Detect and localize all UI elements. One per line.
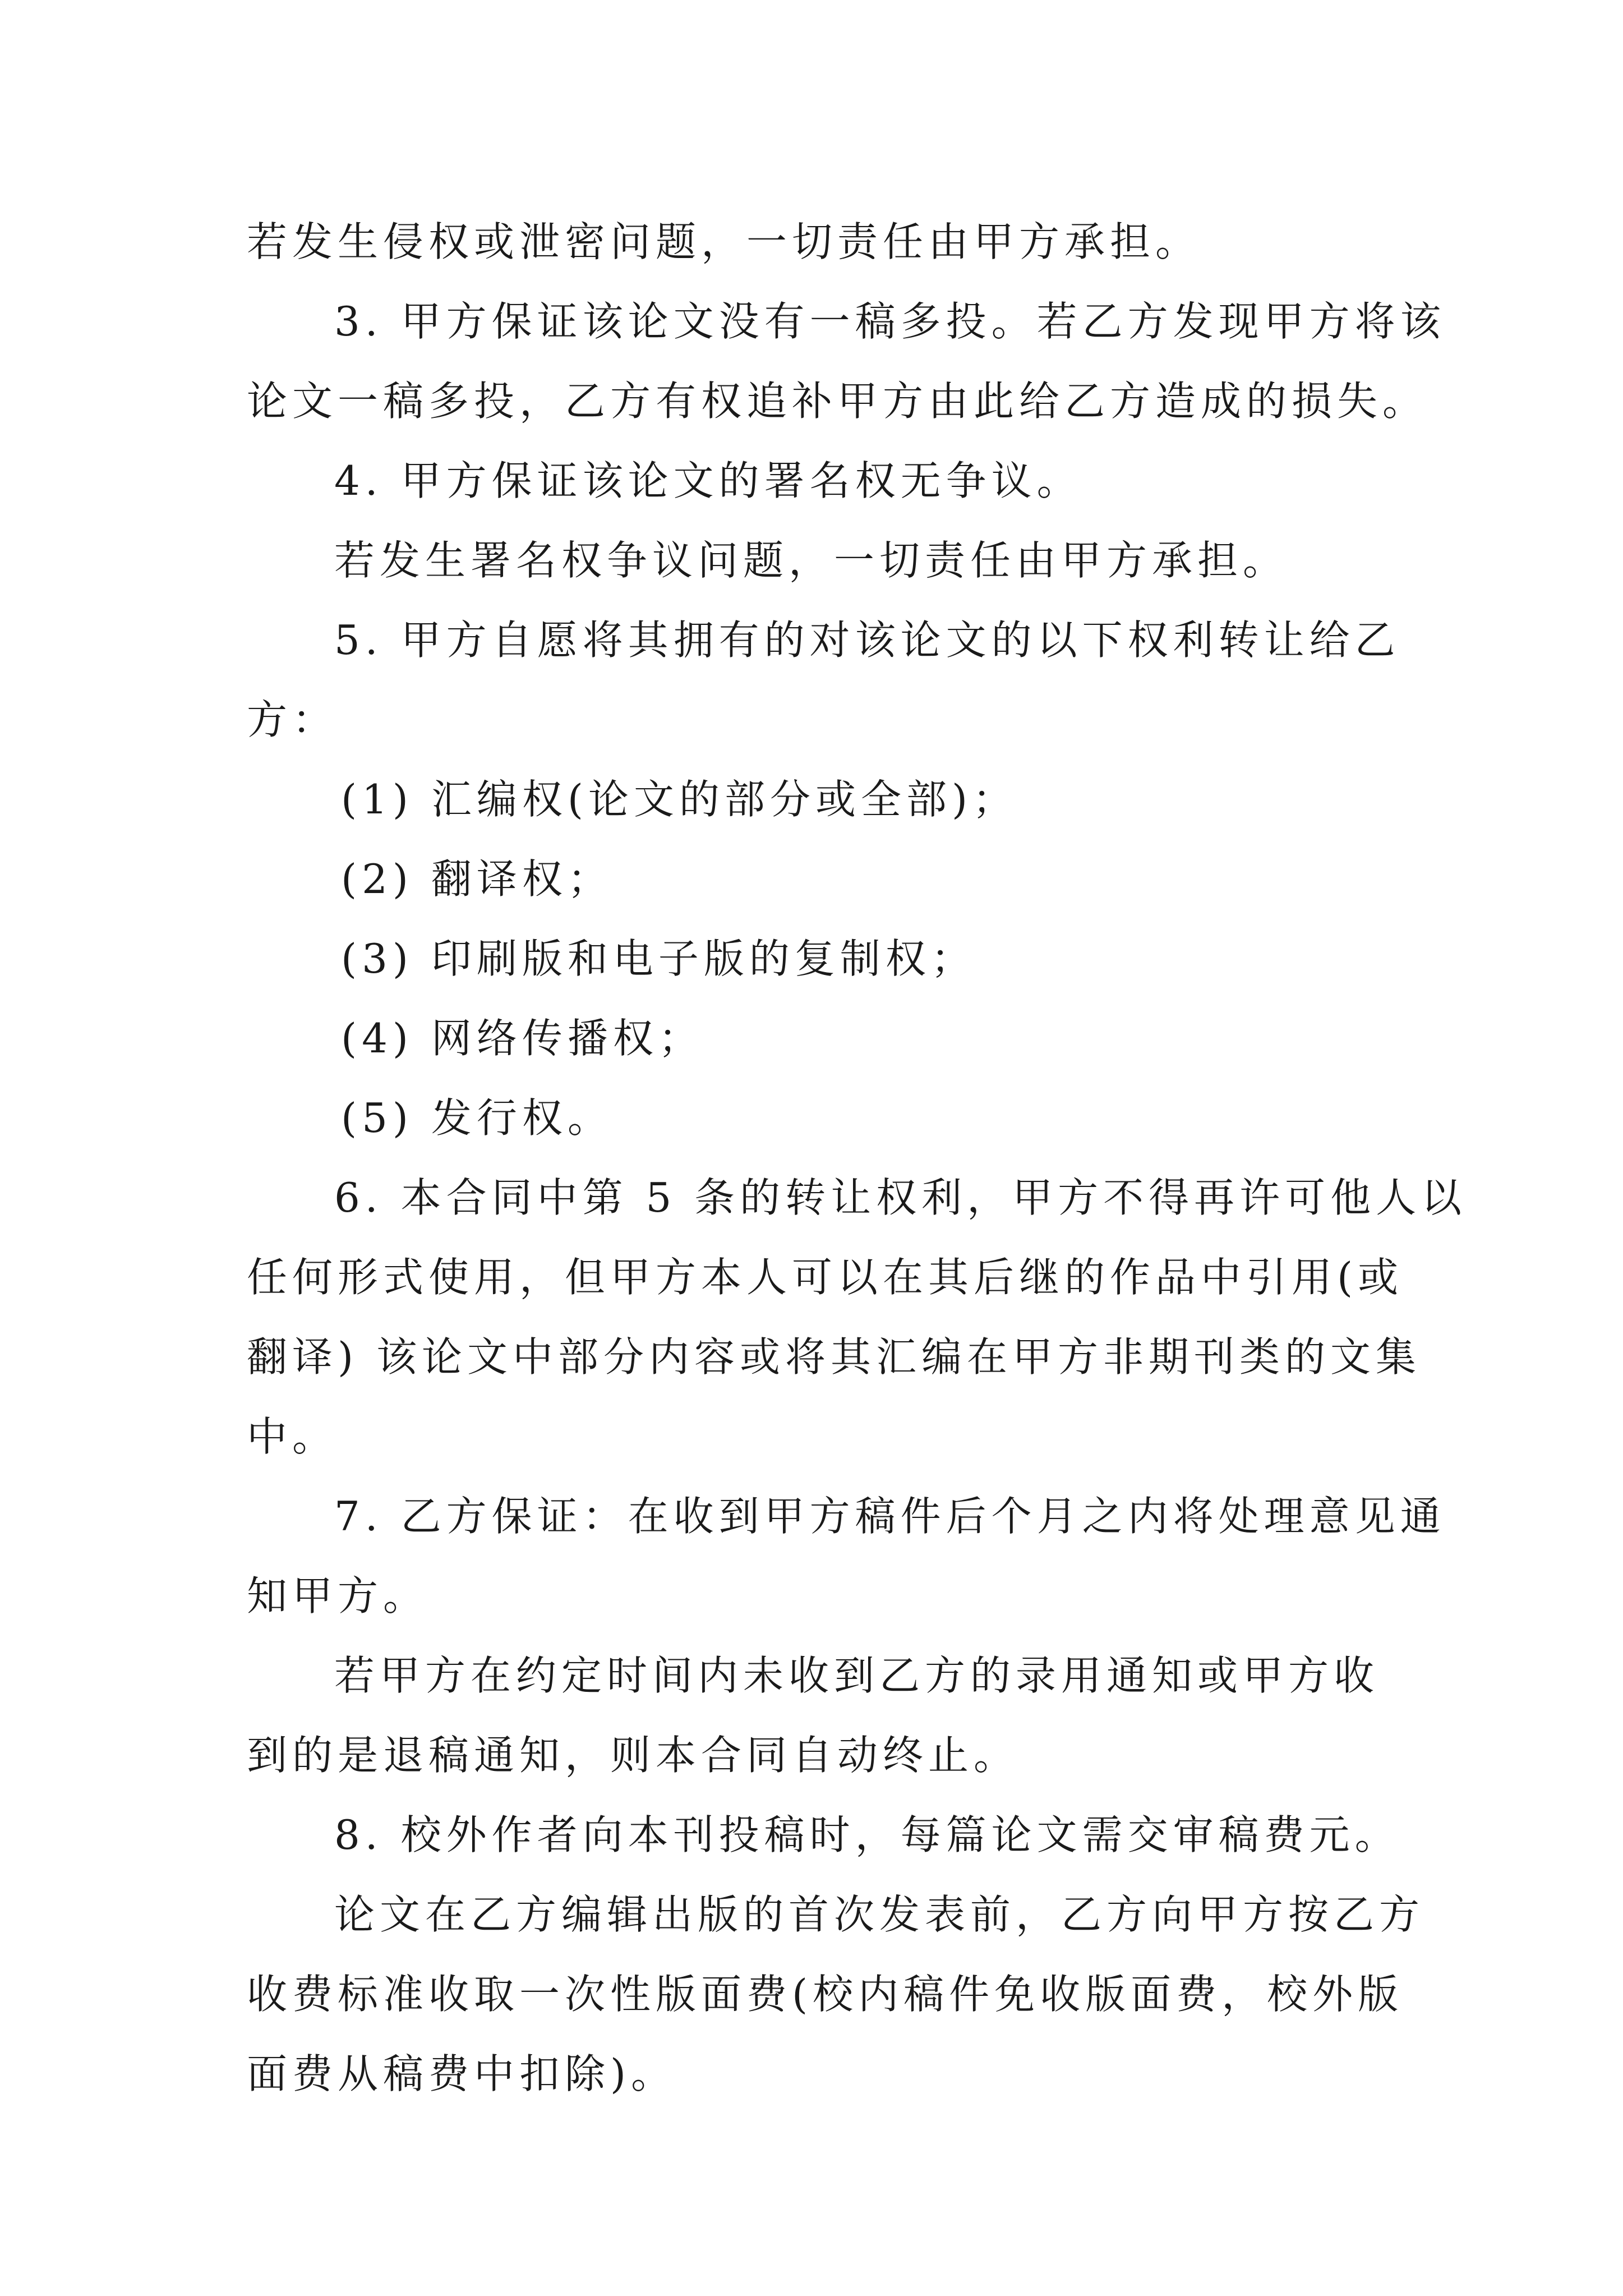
text-line: 方： <box>247 696 338 743</box>
list-item: (3) 印刷版和电子版的复制权； <box>341 935 976 982</box>
clause-3-line: 3. 甲方保证该论文没有一稿多投。若乙方发现甲方将该 <box>334 298 1446 345</box>
clause-4-line: 4. 甲方保证该论文的署名权无争议。 <box>334 457 1082 504</box>
text-line: 若甲方在约定时间内未收到乙方的录用通知或甲方收 <box>334 1652 1380 1699</box>
clause-5-line: 5. 甲方自愿将其拥有的对该论文的以下权利转让给乙 <box>334 616 1400 664</box>
list-item: (4) 网络传播权； <box>341 1015 704 1062</box>
text-line: 翻译) 该论文中部分内容或将其汇编在甲方非期刊类的文集 <box>247 1333 1421 1381</box>
list-item: (5) 发行权。 <box>341 1094 613 1142</box>
text-line: 任何形式使用，但甲方本人可以在其后继的作品中引用(或 <box>247 1254 1404 1301</box>
text-line: 面费从稿费中扣除)。 <box>247 2050 677 2097</box>
list-item: (1) 汇编权(论文的部分或全部)； <box>341 776 1018 823</box>
text-line: 若发生署名权争议问题，一切责任由甲方承担。 <box>334 537 1289 584</box>
clause-6-line: 6. 本合同中第 5 条的转让权利，甲方不得再许可他人以 <box>334 1174 1467 1221</box>
text-line: 论文一稿多投，乙方有权追补甲方由此给乙方造成的损失。 <box>247 378 1428 425</box>
clause-8-line: 8. 校外作者向本刊投稿时，每篇论文需交审稿费元。 <box>334 1811 1400 1858</box>
text-line: 知甲方。 <box>247 1572 429 1619</box>
text-line: 若发生侵权或泄密问题，一切责任由甲方承担。 <box>247 218 1201 265</box>
clause-7-line: 7. 乙方保证：在收到甲方稿件后个月之内将处理意见通 <box>334 1493 1446 1540</box>
text-line: 论文在乙方编辑出版的首次发表前，乙方向甲方按乙方 <box>334 1891 1425 1938</box>
list-item: (2) 翻译权； <box>341 855 613 903</box>
text-line: 中。 <box>247 1413 338 1460</box>
contract-text <box>247 202 1467 2114</box>
text-line: 到的是退稿通知，则本合同自动终止。 <box>247 1732 1020 1779</box>
text-line: 收费标准收取一次性版面费(校内稿件免收版面费，校外版 <box>247 1971 1404 2018</box>
